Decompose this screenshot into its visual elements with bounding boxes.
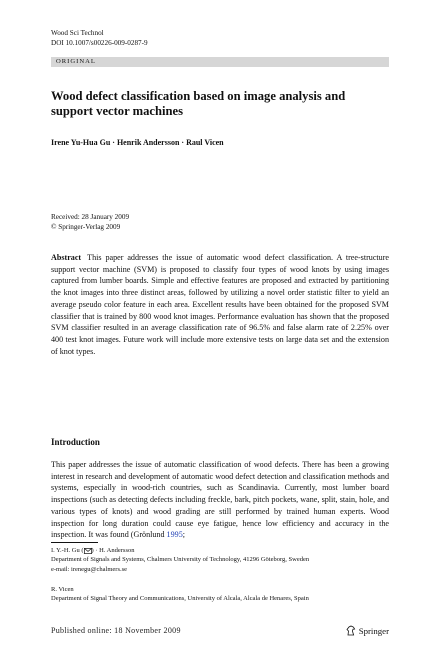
- affiliation-2: Department of Signal Theory and Communications, University of Alcala, Alcala de Henares, Spain: [51, 595, 309, 603]
- footnote-affiliation-1: [51, 546, 389, 574]
- abstract: [51, 252, 389, 357]
- publisher-logo: [346, 625, 389, 636]
- doi: DOI 10.1007/s00226-009-0287-9: [51, 39, 148, 47]
- introduction-text-tail: ;: [182, 530, 185, 540]
- springer-horse-icon: [346, 625, 356, 636]
- citation-link[interactable]: 1995: [166, 530, 183, 540]
- abstract-label: Abstract: [51, 253, 82, 262]
- footnote-affiliation-2: [51, 585, 389, 604]
- author-name-gu: I. Y.-H. Gu (: [51, 547, 84, 554]
- introduction-text: This paper addresses the issue of automatic classification of wood defects. There has been a growing interest in research and development of automatic wood defect detection and classification methods and systems, especially in wood-rich countries, such as Scandinavia. Currently, most lumber board inspections (such as detecting defects including freckle, bark, pitch pockets, wane, split, stain, hole, and various types of knots) and wood grading are still performed by trained human experts. Wood inspection for long duration could cause eye fatigue, hence low efficiency and accuracy in the inspection. It was found (Grönlund: [51, 460, 389, 540]
- author-name-andersson: ) · H. Andersson: [91, 547, 135, 554]
- journal-name: Wood Sci Technol: [51, 29, 104, 37]
- running-header: [51, 28, 148, 48]
- article-page: [51, 0, 389, 666]
- copyright-line: © Springer-Verlag 2009: [51, 223, 121, 231]
- publisher-name: Springer: [358, 625, 389, 636]
- section-heading-introduction: Introduction: [51, 437, 100, 447]
- abstract-text: This paper addresses the issue of automatic wood defect classification. A tree-structure support vector machine (SVM) is proposed to classify four types of wood knots by using images captured from lumber boards. Simple and effective features are proposed and extracted by partitioning the knot images into three distinct areas, followed by utilizing a novel order statistic filter to yield an average pseudo color feature in each area. Excellent results have been obtained for the proposed SVM classifier that is trained by 800 wood knot images. Performance evaluation has shown that the proposed SVM classifier resulted in an average classification rate of 96.5% and false alarm rate of 2.25% over 400 test knot images. Future work will include more extensive tests on large data set and the extension of knot types.: [51, 253, 389, 356]
- introduction-body: [51, 459, 389, 541]
- author-email: e-mail: irenegu@chalmers.se: [51, 565, 128, 573]
- publication-dates: [51, 212, 129, 232]
- affiliation-1: Department of Signals and Systems, Chalmers University of Technology, 41296 Göteborg, Sweden: [51, 556, 310, 564]
- envelope-icon: [84, 548, 92, 554]
- article-type-badge: ORIGINAL: [51, 57, 389, 67]
- author-names-1: [51, 546, 389, 555]
- footnote-rule: [51, 542, 98, 543]
- author-names-2: R. Vicen: [51, 586, 74, 593]
- received-date: Received: 28 January 2009: [51, 213, 130, 221]
- article-title: Wood defect classification based on image analysis and support vector machines: [51, 89, 346, 118]
- author-list: Irene Yu-Hua Gu · Henrik Andersson · Raul Vicen: [51, 138, 224, 147]
- published-online: Published online: 18 November 2009: [51, 626, 181, 635]
